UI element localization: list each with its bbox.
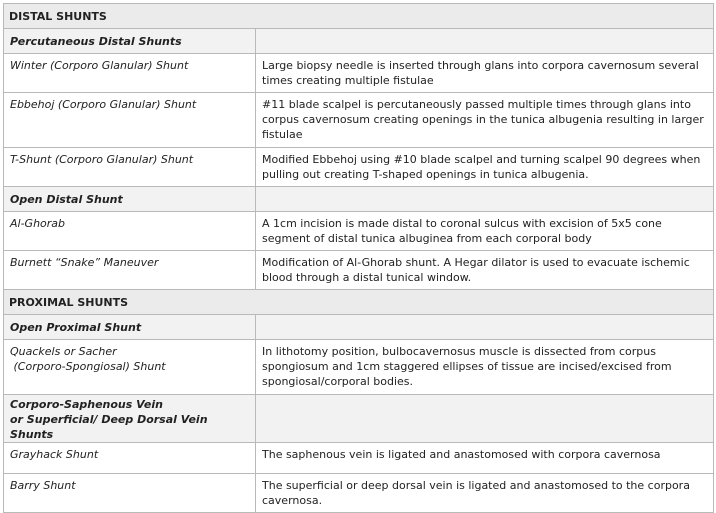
shunt-name: Winter (Corporo Glanular) Shunt bbox=[4, 54, 256, 93]
subhead-title-line: Corporo-Saphenous Vein bbox=[10, 398, 163, 411]
table-row bbox=[4, 93, 714, 148]
subhead-empty-cell bbox=[256, 395, 714, 443]
section-row-distal bbox=[4, 4, 714, 29]
subhead-empty-cell bbox=[256, 29, 714, 54]
subhead-title-line: or Superficial/ Deep Dorsal Vein Shunts bbox=[10, 413, 208, 441]
shunt-description: The superficial or deep dorsal vein is ligated and anastomosed to the corpora cavernosa. bbox=[256, 474, 714, 513]
shunt-name: T-Shunt (Corporo Glanular) Shunt bbox=[4, 148, 256, 187]
shunts-table bbox=[3, 3, 714, 513]
subhead-title-open-proximal: Open Proximal Shunt bbox=[4, 315, 256, 340]
section-title-distal: DISTAL SHUNTS bbox=[4, 4, 714, 29]
table-row bbox=[4, 251, 714, 290]
shunt-name-line: (Corporo-Spongiosal) Shunt bbox=[10, 360, 166, 373]
table-row bbox=[4, 340, 714, 395]
subhead-row-saphenous bbox=[4, 395, 714, 443]
shunt-name: Barry Shunt bbox=[4, 474, 256, 513]
shunt-description: Large biopsy needle is inserted through glans into corpora cavernosum several times creating multiple fistulae bbox=[256, 54, 714, 93]
subhead-title-open-distal: Open Distal Shunt bbox=[4, 187, 256, 212]
shunt-description: The saphenous vein is ligated and anastomosed with corpora cavernosa bbox=[256, 443, 714, 474]
shunt-name-line: Quackels or Sacher bbox=[10, 345, 117, 358]
shunt-name: Burnett “Snake” Maneuver bbox=[4, 251, 256, 290]
shunt-description: Modified Ebbehoj using #10 blade scalpel and turning scalpel 90 degrees when pulling out creating T-shaped openings in tunica albugenia. bbox=[256, 148, 714, 187]
section-title-proximal: PROXIMAL SHUNTS bbox=[4, 290, 714, 315]
table-row bbox=[4, 212, 714, 251]
shunt-name: Grayhack Shunt bbox=[4, 443, 256, 474]
shunt-name: Al-Ghorab bbox=[4, 212, 256, 251]
subhead-title-saphenous bbox=[4, 395, 256, 443]
shunt-name bbox=[4, 340, 256, 395]
shunt-description: In lithotomy position, bulbocavernosus muscle is dissected from corpus spongiosum and 1cm staggered ellipses of tissue are incised/excised from spongiosal/corporal bodies. bbox=[256, 340, 714, 395]
table-row bbox=[4, 148, 714, 187]
subhead-empty-cell bbox=[256, 187, 714, 212]
table-row bbox=[4, 443, 714, 474]
section-row-proximal bbox=[4, 290, 714, 315]
shunt-description: #11 blade scalpel is percutaneously passed multiple times through glans into corpus cavernosum creating openings in the tunica albugenia resulting in larger fistulae bbox=[256, 93, 714, 148]
subhead-row-open-proximal bbox=[4, 315, 714, 340]
shunt-name: Ebbehoj (Corporo Glanular) Shunt bbox=[4, 93, 256, 148]
shunt-description: A 1cm incision is made distal to coronal sulcus with excision of 5x5 cone segment of distal tunica albuginea from each corporal body bbox=[256, 212, 714, 251]
subhead-title-percutaneous: Percutaneous Distal Shunts bbox=[4, 29, 256, 54]
subhead-row-open-distal bbox=[4, 187, 714, 212]
subhead-row-percutaneous bbox=[4, 29, 714, 54]
subhead-empty-cell bbox=[256, 315, 714, 340]
shunt-description: Modification of Al-Ghorab shunt. A Hegar dilator is used to evacuate ischemic blood through a distal tunical window. bbox=[256, 251, 714, 290]
table-row bbox=[4, 54, 714, 93]
